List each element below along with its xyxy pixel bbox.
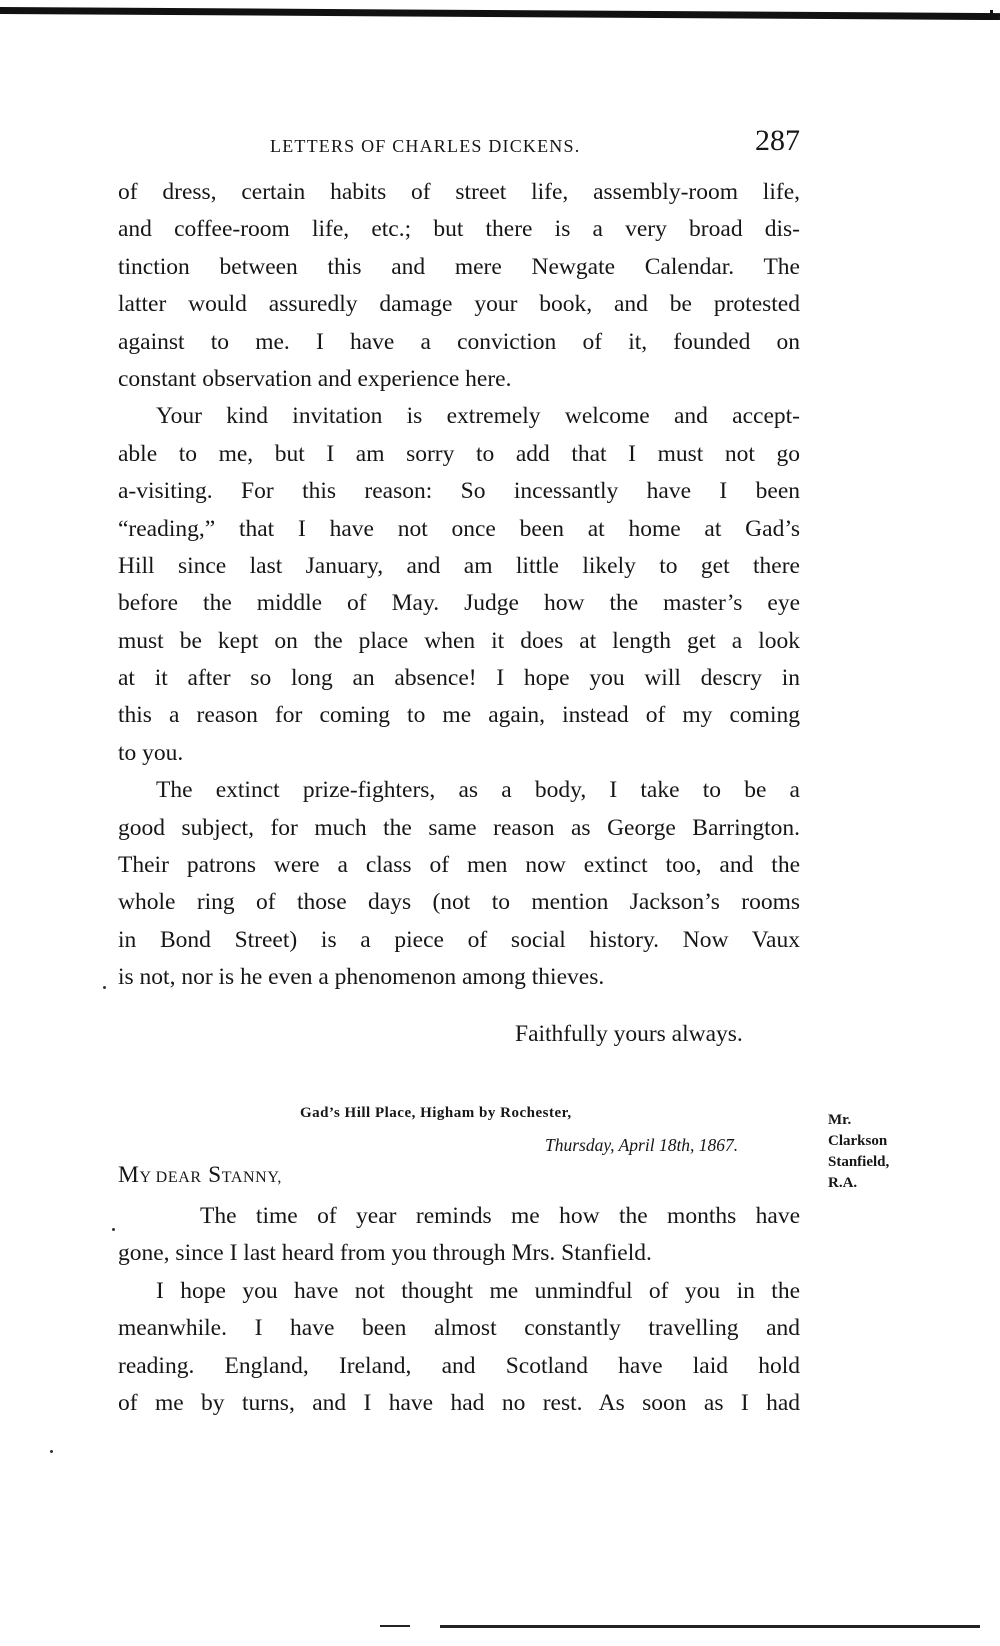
text-line: I hope you have not thought me unmindful of you in the — [156, 1277, 800, 1304]
letter-salutation — [118, 1162, 282, 1189]
text-line: this a reason for coming to me again, instead of my coming — [118, 702, 800, 729]
letter2-body — [118, 1198, 800, 1422]
bottom-rule — [440, 1625, 980, 1628]
text-line: gone, since I last heard from you through Mrs. Stanfield. — [118, 1240, 652, 1267]
text-line: The extinct prize-fighters, as a body, I take to be a — [156, 777, 800, 804]
text-line: latter would assuredly damage your book, and be protested — [118, 291, 800, 318]
text-line: “reading,” that I have not once been at home at Gad’s — [118, 515, 800, 542]
salutation-initial: S — [208, 1162, 222, 1188]
margin-note-recipient — [828, 1110, 889, 1194]
text-line: constant observation and experience here. — [118, 365, 512, 392]
margin-note-line: Stanfield, — [828, 1154, 890, 1170]
text-line: must be kept on the place when it does at length get a look — [118, 627, 800, 654]
text-line: able to me, but I am sorry to add that I must not go — [118, 440, 800, 467]
page-number: 287 — [755, 124, 800, 157]
letter-date: Thursday, April 18th, 1867. — [545, 1135, 739, 1155]
salutation-smallcaps: Y DEAR — [139, 1169, 202, 1186]
text-line: at it after so long an absence! I hope you will descry in — [118, 665, 800, 692]
text-line: of me by turns, and I have had no rest. As soon as I had — [118, 1389, 800, 1416]
text-line: and coffee-room life, etc.; but there is a very broad dis- — [118, 216, 800, 243]
top-rule-bar — [0, 7, 1000, 20]
salutation-initial: M — [118, 1162, 140, 1188]
margin-note-line: Mr. — [828, 1112, 852, 1128]
salutation-smallcaps: TANNY, — [221, 1169, 283, 1186]
scan-speck — [103, 986, 106, 989]
text-line: Hill since last January, and am little likely to get there — [118, 552, 800, 579]
text-line: The time of year reminds me how the months have — [200, 1203, 800, 1229]
text-line: tinction between this and mere Newgate Calendar. The — [118, 253, 800, 280]
text-line: whole ring of those days (not to mention Jackson’s rooms — [118, 889, 800, 916]
letter-closing: Faithfully yours always. — [515, 1021, 743, 1047]
margin-note-line: Clarkson — [828, 1133, 888, 1149]
margin-note-line: R.A. — [828, 1175, 858, 1191]
text-line: in Bond Street) is a piece of social history. Now Vaux — [118, 926, 800, 953]
running-head: LETTERS OF CHARLES DICKENS. — [270, 136, 581, 156]
scan-speck — [50, 1450, 53, 1453]
text-line: before the middle of May. Judge how the master’s eye — [118, 590, 800, 617]
letter1-body — [118, 174, 800, 997]
top-rule-tick — [990, 10, 993, 20]
letter-address: Gad’s Hill Place, Higham by Rochester, — [300, 1105, 572, 1121]
text-line: of dress, certain habits of street life, assembly-room life, — [118, 179, 800, 205]
text-line: good subject, for much the same reason as George Barrington. — [118, 814, 800, 841]
page-header — [270, 124, 800, 164]
text-line: Their patrons were a class of men now extinct too, and the — [118, 852, 800, 879]
scan-speck — [112, 1228, 115, 1231]
top-border-rule — [0, 0, 1000, 20]
text-line: reading. England, Ireland, and Scotland have laid hold — [118, 1352, 800, 1379]
text-line: Your kind invitation is extremely welcome and accept- — [156, 403, 800, 430]
bottom-rule — [380, 1625, 410, 1627]
text-line: meanwhile. I have been almost constantly travelling and — [118, 1315, 800, 1342]
text-line: against to me. I have a conviction of it, founded on — [118, 328, 800, 355]
text-line: to you. — [118, 739, 184, 766]
text-line: is not, nor is he even a phenomenon among thieves. — [118, 964, 605, 991]
text-line: a-visiting. For this reason: So incessantly have I been — [118, 478, 800, 505]
